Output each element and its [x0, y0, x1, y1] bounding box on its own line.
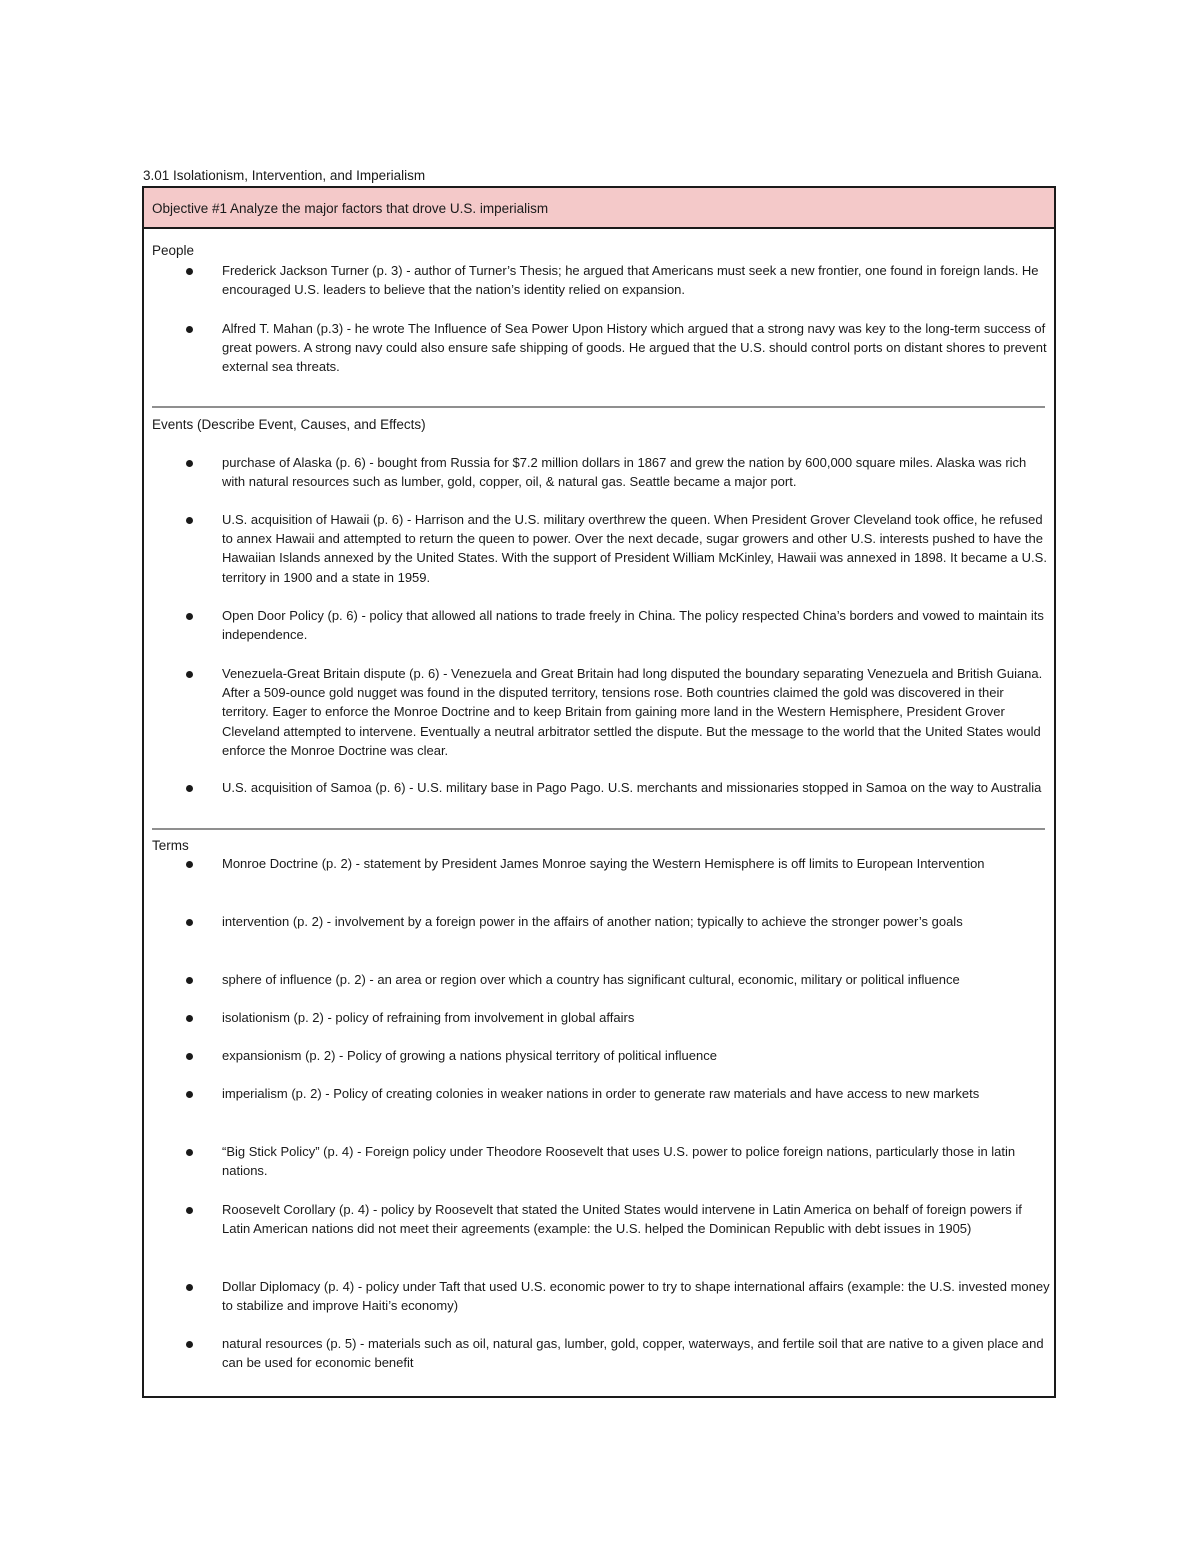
bullet-icon — [186, 861, 193, 868]
events-item-hawaii: U.S. acquisition of Hawaii (p. 6) - Harrison and the U.S. military overthrew the queen. When President Grover Cleveland took office, he refused to annex Hawaii and attempted to return the queen to power. Over the next decade, sugar growers and other U.S. interests pushed to have the Hawaiian Islands annexed by the United States. With the support of President William McKinley, Hawaii was annexed in 1898. It became a U.S. territory in 1900 and a state in 1959. — [222, 512, 1047, 585]
bullet-icon — [186, 977, 193, 984]
people-item-mahan: Alfred T. Mahan (p.3) - he wrote The Influence of Sea Power Upon History which argued that a strong navy was key to the long-term success of great powers. A strong navy could also ensure safe shipping of goods. He argued that the U.S. should control ports on distant shores to prevent external sea threats. — [222, 321, 1047, 375]
bullet-icon — [186, 1149, 193, 1156]
terms-item-intervention: intervention (p. 2) - involvement by a foreign power in the affairs of another nation; typically to achieve the stronger power’s goals — [222, 914, 963, 929]
bullet-icon — [186, 613, 193, 620]
terms-item-sphere-of-influence: sphere of influence (p. 2) - an area or region over which a country has significant cultural, economic, military or political influence — [222, 972, 960, 987]
objective-header: Objective #1 Analyze the major factors that drove U.S. imperialism — [144, 188, 1054, 229]
objective-table — [142, 186, 1056, 1398]
bullet-icon — [186, 326, 193, 333]
bullet-icon — [186, 671, 193, 678]
bullet-icon — [186, 1207, 193, 1214]
bullet-icon — [186, 460, 193, 467]
bullet-icon — [186, 1053, 193, 1060]
section-divider — [152, 406, 1045, 408]
bullet-icon — [186, 1091, 193, 1098]
bullet-icon — [186, 1015, 193, 1022]
events-item-open-door: Open Door Policy (p. 6) - policy that allowed all nations to trade freely in China. The policy respected China’s borders and vowed to maintain its independence. — [222, 608, 1044, 643]
terms-item-monroe-doctrine: Monroe Doctrine (p. 2) - statement by President James Monroe saying the Western Hemisphere is off limits to European Intervention — [222, 856, 985, 871]
bullet-icon — [186, 517, 193, 524]
section-divider — [152, 828, 1045, 830]
terms-item-dollar-diplomacy: Dollar Diplomacy (p. 4) - policy under Taft that used U.S. economic power to try to shape international affairs (example: the U.S. invested money to stabilize and improve Haiti’s economy) — [222, 1279, 1050, 1314]
terms-item-natural-resources: natural resources (p. 5) - materials such as oil, natural gas, lumber, gold, copper, waterways, and fertile soil that are native to a given place and can be used for economic benefit — [222, 1336, 1044, 1371]
people-label: People — [152, 243, 195, 258]
events-label: Events (Describe Event, Causes, and Effects) — [152, 417, 426, 432]
document-title: 3.01 Isolationism, Intervention, and Imperialism — [143, 168, 426, 183]
events-item-alaska: purchase of Alaska (p. 6) - bought from Russia for $7.2 million dollars in 1867 and grew the nation by 600,000 square miles. Alaska was rich with natural resources such as lumber, gold, copper, oil, & natural gas. Seattle became a major port. — [222, 455, 1027, 490]
bullet-icon — [186, 268, 193, 275]
terms-item-roosevelt-corollary: Roosevelt Corollary (p. 4) - policy by Roosevelt that stated the United States would intervene in Latin America on behalf of foreign powers if Latin American nations did not meet their agreements (example: the U.S. helped the Dominican Republic with debt issues in 1905) — [222, 1202, 1022, 1237]
bullet-icon — [186, 1341, 193, 1348]
bullet-icon — [186, 919, 193, 926]
terms-item-isolationism: isolationism (p. 2) - policy of refraining from involvement in global affairs — [222, 1010, 635, 1025]
terms-item-expansionism: expansionism (p. 2) - Policy of growing a nations physical territory of political influence — [222, 1048, 717, 1063]
bullet-icon — [186, 1284, 193, 1291]
events-item-samoa: U.S. acquisition of Samoa (p. 6) - U.S. military base in Pago Pago. U.S. merchants and missionaries stopped in Samoa on the way to Australia — [222, 780, 1042, 795]
people-item-turner: Frederick Jackson Turner (p. 3) - author of Turner’s Thesis; he argued that Americans must seek a new frontier, one found in foreign lands. He encouraged U.S. leaders to believe that the nation’s identity relied on expansion. — [222, 263, 1039, 298]
terms-item-imperialism: imperialism (p. 2) - Policy of creating colonies in weaker nations in order to generate raw materials and have access to new markets — [222, 1086, 980, 1101]
events-item-venezuela: Venezuela-Great Britain dispute (p. 6) - Venezuela and Great Britain had long disputed the boundary separating Venezuela and British Guiana. After a 509-ounce gold nugget was found in the disputed territory, tensions rose. Both countries claimed the gold was discovered in their territory. Eager to enforce the Monroe Doctrine and to keep Britain from gaining more land in the Western Hemisphere, President Grover Cleveland attempted to intervene. Eventually a neutral arbitrator settled the dispute. But the message to the world that the United States would enforce the Monroe Doctrine was clear. — [222, 666, 1043, 758]
terms-item-big-stick-policy: “Big Stick Policy” (p. 4) - Foreign policy under Theodore Roosevelt that uses U.S. power to police foreign nations, particularly those in latin nations. — [222, 1144, 1016, 1179]
terms-label: Terms — [152, 838, 189, 853]
bullet-icon — [186, 785, 193, 792]
